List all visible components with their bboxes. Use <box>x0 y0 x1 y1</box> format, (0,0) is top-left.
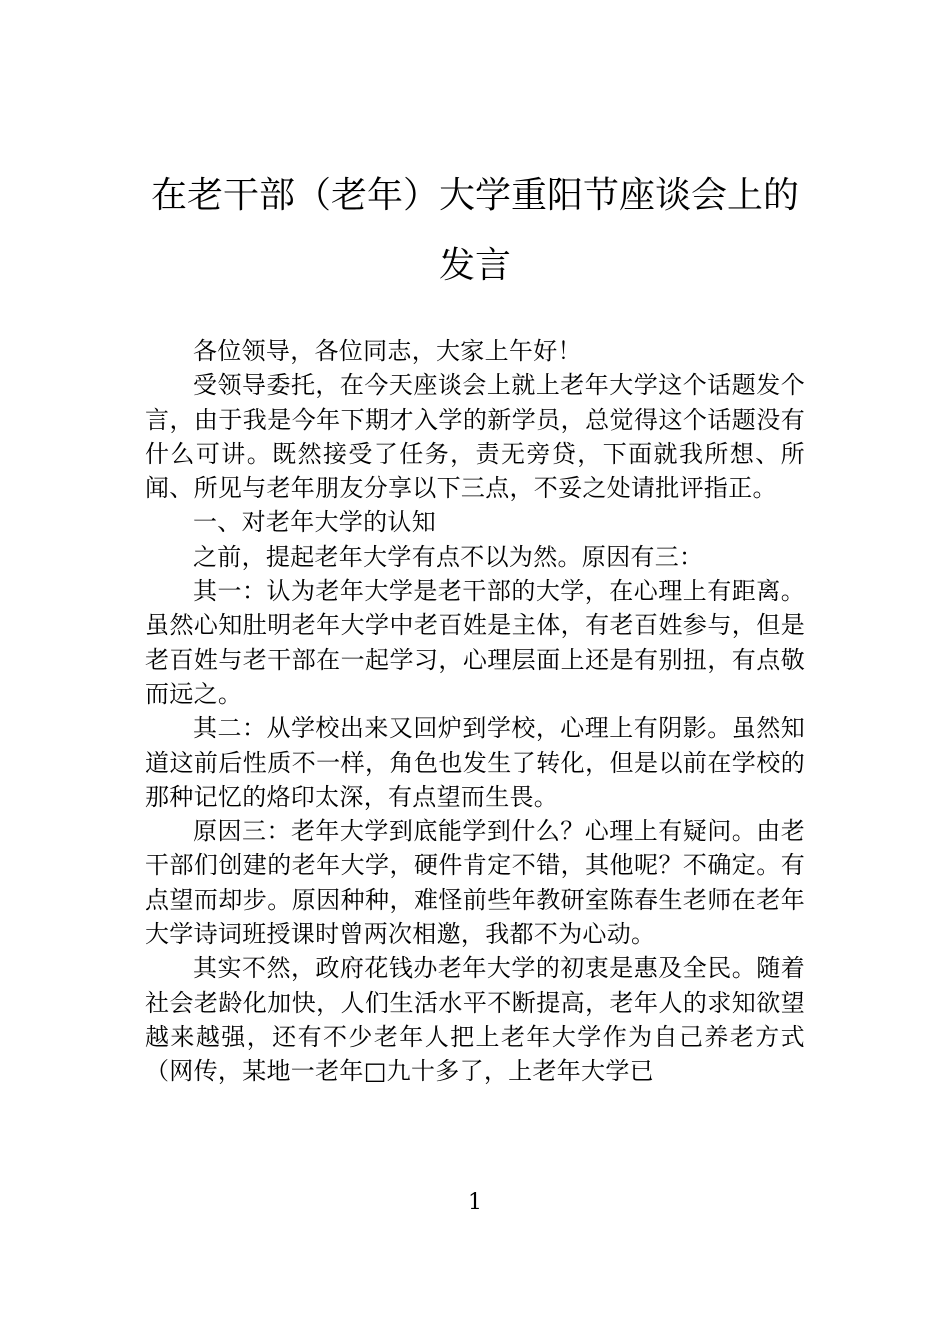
paragraph-greeting: 各位领导，各位同志，大家上午好！ <box>193 337 582 365</box>
paragraph-intro: 受领导委托，在今天座谈会上就上老年大学这个话题发个言，由于我是今年下期才入学的新学员，总觉得这个话题没有什么可讲。既然接受了任务，责无旁贷，下面就我所想、所闻、所见与老年朋友分享以下三点，不妥之处请批评指正。 <box>145 371 805 503</box>
section-heading-1: 一、对老年大学的认知 <box>193 508 436 537</box>
paragraph-rebuttal: 其实不然，政府花钱办老年大学的初衷是惠及全民。随着社会老龄化加快，人们生活水平不断提高，老年人的求知欲望越来越强，还有不少老年人把上老年大学作为自己养老方式（网传，某地一老年□九十多了，上老年大学已 <box>145 954 805 1086</box>
document-body <box>145 334 805 1089</box>
paragraph-reason-3: 原因三：老年大学到底能学到什么？心理上有疑问。由老干部们创建的老年大学，硬件肯定不错，其他呢？不确定。有点望而却步。原因种种，难怪前些年教研室陈春生老师在老年大学诗词班授课时曾两次相邀，我都不为心动。 <box>145 817 805 949</box>
paragraph-reason-2: 其二：从学校出来又回炉到学校，心理上有阴影。虽然知道这前后性质不一样，角色也发生了转化，但是以前在学校的那种记忆的烙印太深，有点望而生畏。 <box>145 714 805 811</box>
paragraph-reason-1: 其一：认为老年大学是老干部的大学，在心理上有距离。虽然心知肚明老年大学中老百姓是主体，有老百姓参与，但是老百姓与老干部在一起学习，心理层面上还是有别扭，有点敬而远之。 <box>145 577 805 708</box>
paragraph-reasons-lead: 之前，提起老年大学有点不以为然。原因有三： <box>193 542 704 571</box>
document-title-line-1: 在老干部（老年）大学重阳节座谈会上的 <box>150 175 799 216</box>
document-title-line-2: 发言 <box>438 245 511 286</box>
page-number: 1 <box>468 1190 482 1215</box>
